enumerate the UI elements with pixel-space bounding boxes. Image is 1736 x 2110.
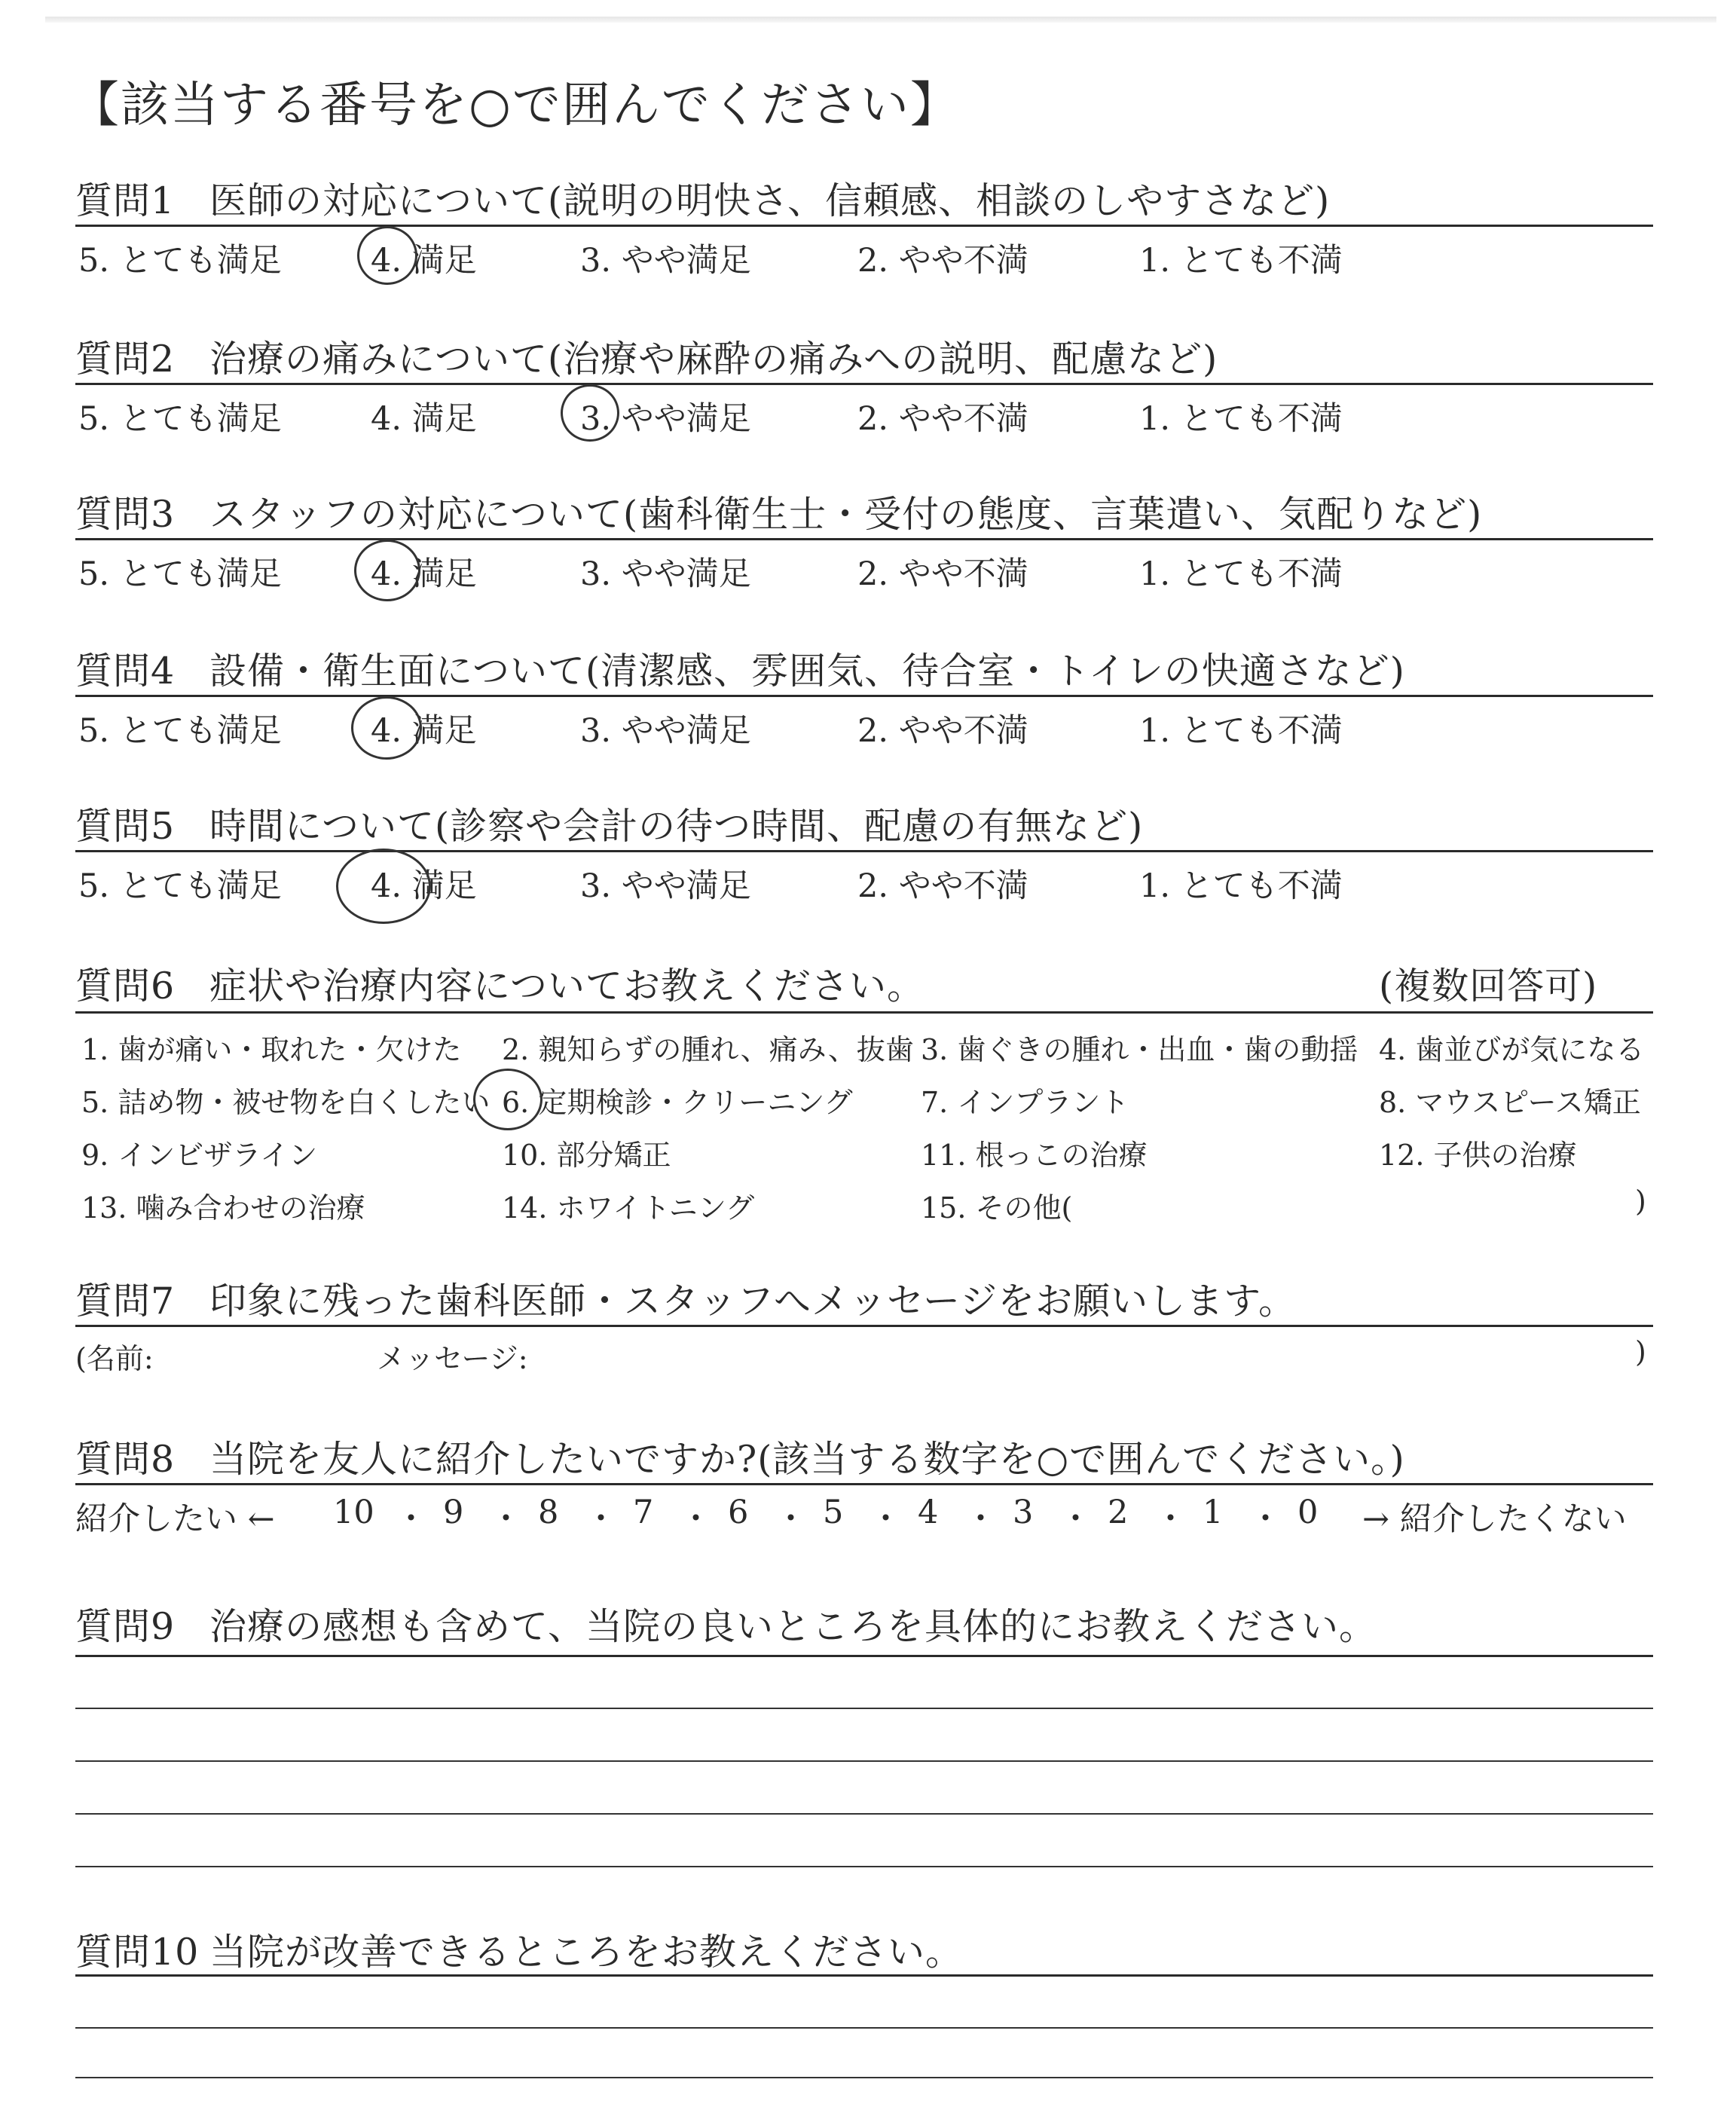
question-10-rule	[75, 1974, 1653, 1977]
q8-separator: ・	[395, 1500, 427, 1538]
q8-separator: ・	[680, 1500, 712, 1538]
q1-option-5[interactable]: 5. とても満足	[78, 242, 282, 280]
question-1-label: 質問1	[75, 179, 176, 222]
q2-option-1[interactable]: 1. とても不満	[1139, 400, 1343, 438]
q3-option-4[interactable]: 4. 満足	[371, 555, 477, 593]
q8-separator: ・	[1249, 1500, 1282, 1538]
q6-option-11[interactable]: 11. 根っこの治療	[921, 1139, 1148, 1172]
q7-name-label: (名前:	[75, 1342, 154, 1375]
q10-writing-line[interactable]	[75, 2027, 1653, 2029]
q6-selected-circle	[473, 1069, 542, 1130]
q6-option-3[interactable]: 3. 歯ぐきの腫れ・出血・歯の動揺	[921, 1033, 1359, 1066]
instruction-title: 【該当する番号を○で囲んでください】	[71, 78, 960, 133]
q6-option-5[interactable]: 5. 詰め物・被せ物を白くしたい	[81, 1086, 491, 1119]
q4-option-5[interactable]: 5. とても満足	[78, 712, 282, 750]
q8-score-7[interactable]: 7	[633, 1494, 654, 1531]
question-1-text: 医師の対応について(説明の明快さ、信頼感、相談のしやすさなど)	[209, 179, 1331, 222]
question-3-rule	[75, 538, 1653, 540]
question-9-label: 質問9	[75, 1605, 176, 1648]
q4-selected-circle	[351, 696, 422, 760]
q8-score-1[interactable]: 1	[1203, 1494, 1224, 1531]
q7-close-paren: )	[1635, 1335, 1646, 1368]
q4-option-4[interactable]: 4. 満足	[371, 712, 477, 750]
page-top-edge	[45, 17, 1716, 23]
q8-score-10[interactable]: 10	[333, 1494, 374, 1531]
q6-option-13[interactable]: 13. 噛み合わせの治療	[81, 1191, 365, 1225]
q6-option-12[interactable]: 12. 子供の治療	[1379, 1139, 1577, 1172]
q6-option-10[interactable]: 10. 部分矯正	[502, 1139, 671, 1172]
question-9-rule	[75, 1655, 1653, 1657]
q1-option-3[interactable]: 3. やや満足	[580, 242, 751, 280]
q5-selected-circle	[336, 849, 431, 924]
q2-selected-circle	[561, 384, 619, 442]
question-10-label: 質問10	[75, 1931, 200, 1974]
question-4-rule	[75, 695, 1653, 697]
question-8-rule	[75, 1483, 1653, 1485]
question-8-text: 当院を友人に紹介したいですか?(該当する数字を○で囲んでください。)	[209, 1438, 1405, 1481]
question-6-label: 質問6	[75, 965, 176, 1008]
q1-option-1[interactable]: 1. とても不満	[1139, 242, 1343, 280]
q1-selected-circle	[357, 226, 417, 285]
q8-left-label: 紹介したい ←	[75, 1500, 275, 1538]
q6-option-14[interactable]: 14. ホワイトニング	[502, 1191, 755, 1225]
q8-separator: ・	[490, 1500, 522, 1538]
q8-separator: ・	[870, 1500, 902, 1538]
question-6-rule	[75, 1011, 1653, 1014]
q7-message-label: メッセージ:	[377, 1342, 528, 1375]
q8-separator: ・	[1059, 1500, 1092, 1538]
q8-score-2[interactable]: 2	[1108, 1494, 1129, 1531]
question-9-text: 治療の感想も含めて、当院の良いところを具体的にお教えください。	[209, 1605, 1377, 1648]
q8-separator: ・	[1154, 1500, 1187, 1538]
q6-option-15[interactable]: 15. その他(	[921, 1191, 1073, 1225]
question-7-text: 印象に残った歯科医師・スタッフへメッセージをお願いします。	[209, 1280, 1297, 1323]
q9-writing-line[interactable]	[75, 1813, 1653, 1815]
q8-score-3[interactable]: 3	[1013, 1494, 1034, 1531]
question-8-label: 質問8	[75, 1438, 176, 1481]
question-2-text: 治療の痛みについて(治療や麻酔の痛みへの説明、配慮など)	[209, 338, 1218, 381]
question-4-label: 質問4	[75, 650, 176, 693]
q5-option-3[interactable]: 3. やや満足	[580, 867, 751, 905]
q5-option-4[interactable]: 4. 満足	[371, 867, 477, 905]
q3-option-3[interactable]: 3. やや満足	[580, 555, 751, 593]
q6-other-close-paren: )	[1635, 1185, 1646, 1218]
q3-option-2[interactable]: 2. やや不満	[857, 555, 1028, 593]
q5-option-2[interactable]: 2. やや不満	[857, 867, 1028, 905]
q9-writing-line[interactable]	[75, 1866, 1653, 1867]
question-6-text: 症状や治療内容についてお教えください。	[209, 965, 925, 1008]
q8-right-label: → 紹介したくない	[1362, 1500, 1627, 1538]
question-5-text: 時間について(診察や会計の待つ時間、配慮の有無など)	[209, 805, 1144, 848]
q8-separator: ・	[964, 1500, 997, 1538]
q8-score-0[interactable]: 0	[1297, 1494, 1319, 1531]
q6-option-8[interactable]: 8. マウスピース矯正	[1379, 1086, 1641, 1119]
question-7-label: 質問7	[75, 1280, 176, 1323]
q6-option-1[interactable]: 1. 歯が痛い・取れた・欠けた	[81, 1033, 462, 1066]
q3-option-1[interactable]: 1. とても不満	[1139, 555, 1343, 593]
q10-writing-line[interactable]	[75, 2077, 1653, 2078]
question-5-label: 質問5	[75, 805, 176, 848]
q2-option-3[interactable]: 3. やや満足	[580, 400, 751, 438]
q8-score-5[interactable]: 5	[823, 1494, 844, 1531]
question-1-rule	[75, 225, 1653, 227]
q6-option-6[interactable]: 6. 定期検診・クリーニング	[502, 1086, 853, 1119]
question-3-text: スタッフの対応について(歯科衛生士・受付の態度、言葉遣い、気配りなど)	[209, 493, 1483, 536]
q6-option-7[interactable]: 7. インプラント	[921, 1086, 1129, 1119]
q4-option-2[interactable]: 2. やや不満	[857, 712, 1028, 750]
q8-separator: ・	[775, 1500, 807, 1538]
q5-option-5[interactable]: 5. とても満足	[78, 867, 282, 905]
q2-option-5[interactable]: 5. とても満足	[78, 400, 282, 438]
question-10-text: 当院が改善できるところをお教えください。	[209, 1931, 964, 1974]
q8-score-6[interactable]: 6	[728, 1494, 749, 1531]
q2-option-4[interactable]: 4. 満足	[371, 400, 477, 438]
question-3-label: 質問3	[75, 493, 176, 536]
q6-option-9[interactable]: 9. インビザライン	[81, 1139, 318, 1172]
question-4-text: 設備・衛生面について(清潔感、雰囲気、待合室・トイレの快適さなど)	[209, 650, 1405, 693]
q1-option-4[interactable]: 4. 満足	[371, 242, 477, 280]
q3-option-5[interactable]: 5. とても満足	[78, 555, 282, 593]
question-2-rule	[75, 383, 1653, 385]
q8-score-8[interactable]: 8	[538, 1494, 559, 1531]
q8-score-4[interactable]: 4	[918, 1494, 939, 1531]
q9-writing-line[interactable]	[75, 1708, 1653, 1709]
q1-option-2[interactable]: 2. やや不満	[857, 242, 1028, 280]
q2-option-2[interactable]: 2. やや不満	[857, 400, 1028, 438]
q6-option-2[interactable]: 2. 親知らずの腫れ、痛み、抜歯	[502, 1033, 914, 1066]
q9-writing-line[interactable]	[75, 1760, 1653, 1762]
q4-option-3[interactable]: 3. やや満足	[580, 712, 751, 750]
q5-option-1[interactable]: 1. とても不満	[1139, 867, 1343, 905]
question-7-rule	[75, 1325, 1653, 1327]
q4-option-1[interactable]: 1. とても不満	[1139, 712, 1343, 750]
q8-score-9[interactable]: 9	[443, 1494, 464, 1531]
q6-option-4[interactable]: 4. 歯並びが気になる	[1379, 1033, 1645, 1066]
q3-selected-circle	[354, 540, 420, 601]
q8-separator: ・	[585, 1500, 617, 1538]
question-2-label: 質問2	[75, 338, 176, 381]
question-6-multiple-note: (複数回答可)	[1379, 965, 1598, 1008]
question-5-rule	[75, 850, 1653, 852]
